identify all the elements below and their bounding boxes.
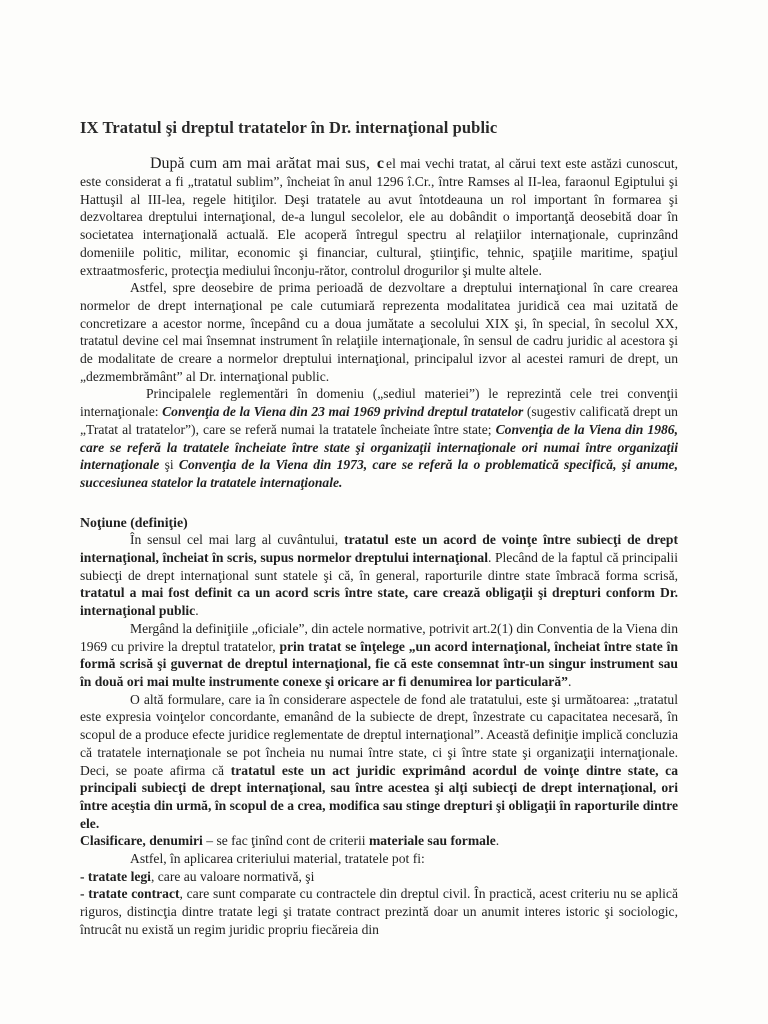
section-heading-notiune: Noţiune (definiţie) [80,514,188,530]
alternative-definition-paragraph: O altă formulare, care ia în considerare aspectele de fond ale tratatului, este şi următoarea: „tratatul este expresia voinţelor concordante, emanând de la subiecte de drept, înzestrate cu capacitatea necesară, în scopul de a produce efecte juridice reglementate de dreptul internaţional”. Această definiţie implică concluzia că tratatele internaţionale se pot încheia nu numai între state, ci şi între state şi organizaţii internaţionale. Deci, se poate afirma că tratatul este un act juridic exprimând acordul de voinţe dintre state, ca principali subiecţi de drept internaţional, sau între acestea şi alţi subiecţi de drept internaţional, ori între aceştia din urmă, în scopul de a crea, modifica sau stinge drepturi şi obligaţii în raporturile dintre ele. [80,691,678,831]
list-item-tratate-legi: - tratate legi, care au valoare normativă, şi [80,868,315,884]
document-body [80,118,678,939]
list-item-tratate-contract: - tratate contract, care sunt comparate cu contractele din dreptul civil. În practică, acest criteriu nu se aplică riguros, distincţia dintre tratate legi şi tratate contract prezintă doar un anumit interes istoric şi sociologic, întrucât nu există un regim juridic propriu fiecăreia din [80,886,678,937]
classification-paragraph: Clasificare, denumiri – se fac ţinînd cont de criterii materiale sau formale. [80,833,500,849]
section-spacer [80,492,678,514]
material-criterion-paragraph: Astfel, în aplicarea criteriului material, tratatele pot fi: [130,851,425,867]
intro-paragraph: După cum am mai arătat mai sus, c el mai vechi tratat, al cărui text este astăzi cunoscut, este considerat a fi „tratatul sublim”, încheiat în anul 1296 î.Cr., între Ramses al II-lea, faraonul Egiptului şi Hattuşil al III-lea, regele hitiţilor. Deşi tratatele au avut întotdeauna un rol important în formarea şi dezvoltarea dreptului internaţional, de-a lungul secolelor, ele au dobândit o importanţă deosebită doar în societatea internaţională actuală. Ele acoperă întregul spectru al relaţiilor internaţionale, cuprinzând domeniile politic, militar, economic şi financiar, cultural, ştiinţific, tehnic, spaţiile maritime, spaţiul extraatmosferic, protecţia mediului înconju-rător, controlul drogurilor şi multe altele. [80,155,678,278]
regulations-paragraph: Principalele reglementări în domeniu („sediul materiei”) le reprezintă cele trei convenţii internaţionale: Convenţia de la Viena din 23 mai 1969 privind dreptul tratatelor (sugestiv calificată drept un „Tratat al tratatelor”), care se referă numai la tratatele încheiate între state; Convenţia de la Viena din 1986, care se referă la tratatele încheiate între state şi organizaţii internaţionale ori numai între organizaţii internaţionale şi Convenţia de la Viena din 1973, care se referă la o problematică specifică, şi anume, succesiunea statelor la tratatele internaţionale. [80,386,678,490]
history-paragraph: Astfel, spre deosebire de prima perioadă de dezvoltare a dreptului internaţional în care crearea normelor de drept internaţional pe cale cutumiară reprezenta modalitatea juridică cea mai uzitată de concretizare a acestor norme, începând cu a doua jumătate a secolului XIX şi, în special, în secolul XX, tratatul devine cel mai însemnat instrument în relaţiile internaţionale, în sensul de cadru juridic al acestora şi de modalitate de creare a normelor dreptului internaţional, principalul izvor al acestei ramuri de drept, un „dezmembrământ” al Dr. internaţional public. [80,280,678,384]
chapter-title: IX Tratatul şi dreptul tratatelor în Dr. internaţional public [80,118,498,137]
definition-paragraph: În sensul cel mai larg al cuvântului, tratatul este un acord de voinţe între subiecţi de drept internaţional, încheiat în scris, supus normelor dreptului internaţional. Plecând de la faptul că principalii subiecţi de drept internaţional sunt statele şi că, în general, raporturile dintre state îmbracă forma scrisă, tratatul a mai fost definit ca un acord scris între state, care crează obligaţii şi drepturi conform Dr. internaţional public. [80,532,678,619]
official-definition-paragraph: Mergând la definiţiile „oficiale”, din actele normative, potrivit art.2(1) din Conventia de la Viena din 1969 cu privire la dreptul tratatelor, prin tratat se înţelege „un acord internaţional, încheiat între state în formă scrisă şi guvernat de dreptul internaţional, fie că este consemnat într-un singur instrument sau în două ori mai multe instrumente conexe şi oricare ar fi denumirea lor particulară”. [80,620,679,689]
